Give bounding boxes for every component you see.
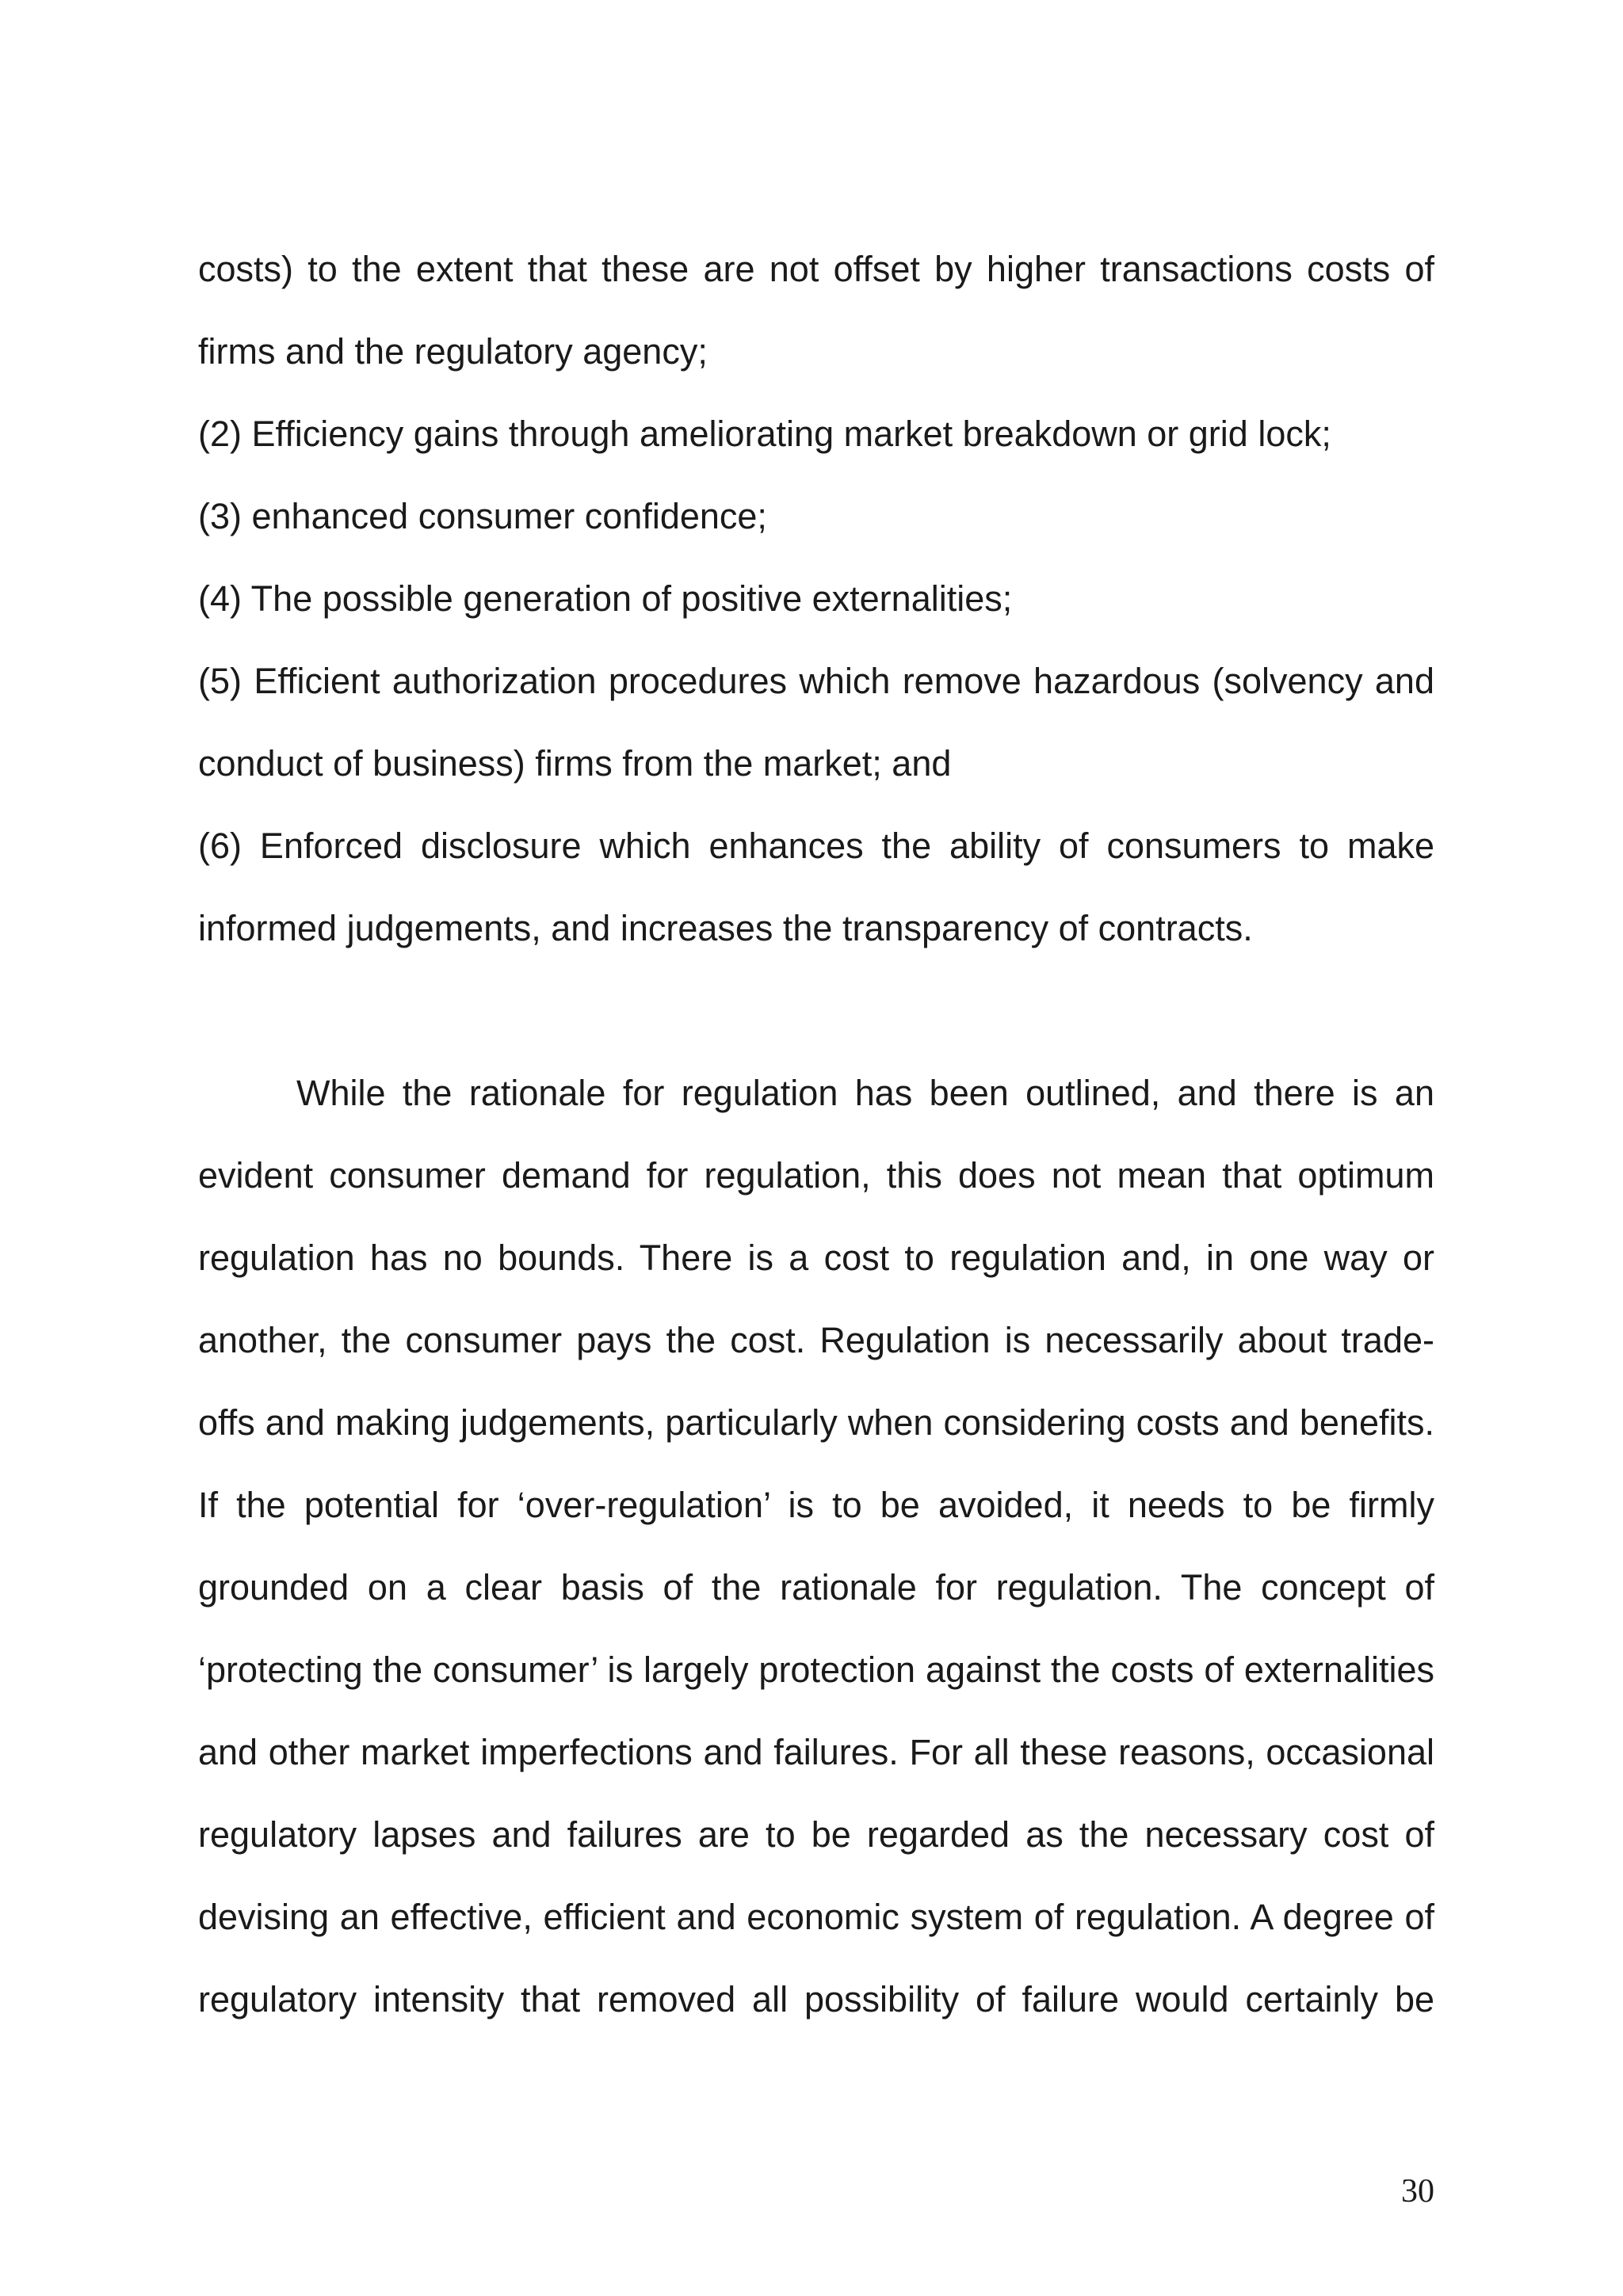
text-line: costs) to the extent that these are not offset by higher transactions costs of	[198, 249, 1434, 289]
text-line: informed judgements, and increases the transparency of contracts.	[198, 908, 1253, 948]
text-line: another, the consumer pays the cost. Regulation is necessarily about trade-	[198, 1320, 1434, 1360]
text-line: regulatory lapses and failures are to be regarded as the necessary cost of	[198, 1814, 1434, 1855]
text-line: firms and the regulatory agency;	[198, 331, 708, 372]
text-line: devising an effective, efficient and economic system of regulation. A degree of	[198, 1897, 1434, 1937]
text-line: While the rationale for regulation has been outlined, and there is an	[296, 1073, 1434, 1113]
list-item: (6) Enforced disclosure which enhances the ability of consumers to make	[198, 826, 1434, 866]
text-line: evident consumer demand for regulation, this does not mean that optimum	[198, 1155, 1434, 1196]
text-line: conduct of business) firms from the market; and	[198, 743, 952, 784]
text-line: regulation has no bounds. There is a cost to regulation and, in one way or	[198, 1238, 1434, 1278]
text-line: If the potential for ‘over-regulation’ is to be avoided, it needs to be firmly	[198, 1485, 1434, 1525]
body-paragraph	[198, 1052, 1434, 2041]
text-line: ‘protecting the consumer’ is largely protection against the costs of externalities	[198, 1650, 1434, 1690]
text-line: regulatory intensity that removed all possibility of failure would certainly be	[198, 1979, 1434, 2019]
list-item: (2) Efficiency gains through ameliorating market breakdown or grid lock;	[198, 414, 1331, 454]
text-line: grounded on a clear basis of the rationale for regulation. The concept of	[198, 1567, 1434, 1608]
paragraph-spacer	[198, 970, 1434, 1052]
list-item: (3) enhanced consumer confidence;	[198, 496, 767, 536]
list-item: (4) The possible generation of positive externalities;	[198, 578, 1013, 619]
page-number: 30	[1401, 2173, 1434, 2210]
list-block	[198, 228, 1434, 970]
document-page	[198, 228, 1434, 2041]
text-line: and other market imperfections and failures. For all these reasons, occasional	[198, 1732, 1434, 1772]
text-line: offs and making judgements, particularly when considering costs and benefits.	[198, 1402, 1434, 1443]
list-item: (5) Efficient authorization procedures which remove hazardous (solvency and	[198, 661, 1434, 701]
